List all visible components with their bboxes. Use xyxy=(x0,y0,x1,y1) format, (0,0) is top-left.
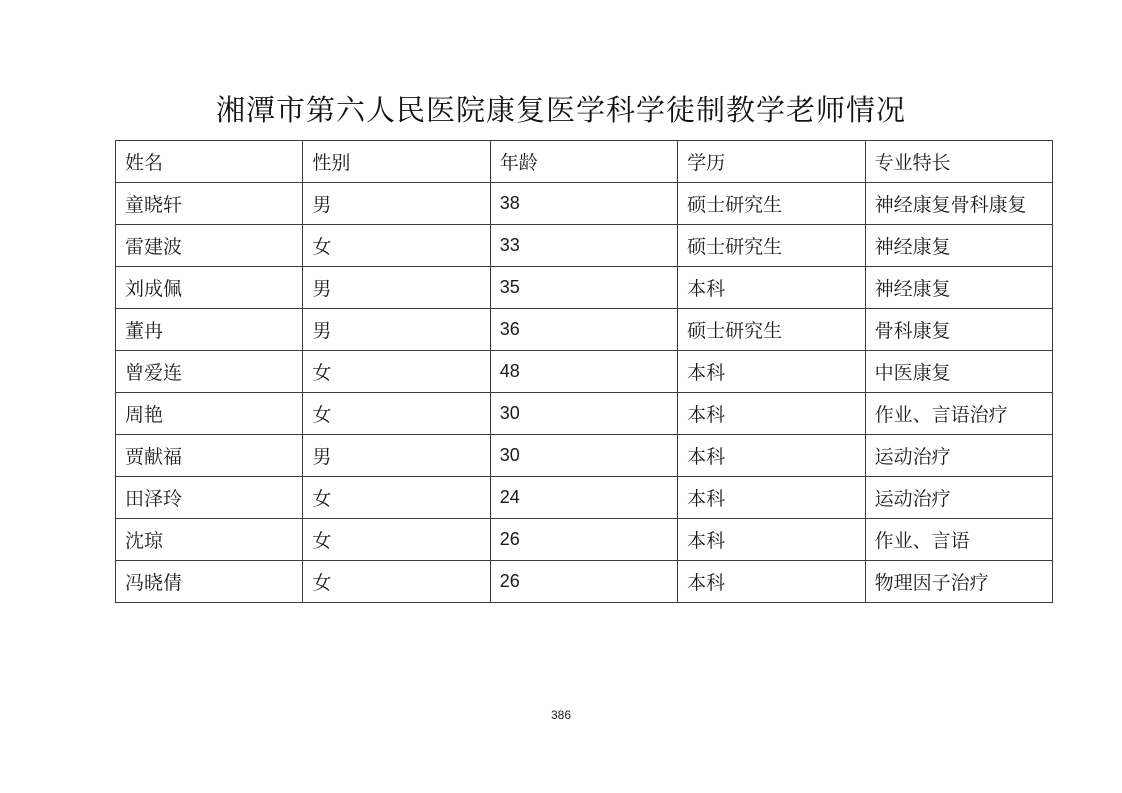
cell-specialty: 神经康复 xyxy=(865,267,1052,309)
cell-name: 贾献福 xyxy=(116,435,303,477)
cell-name: 童晓轩 xyxy=(116,183,303,225)
column-header-specialty: 专业特长 xyxy=(865,141,1052,183)
page-number: 386 xyxy=(550,708,572,722)
cell-education: 本科 xyxy=(678,477,865,519)
cell-age: 24 xyxy=(490,477,677,519)
column-header-gender: 性别 xyxy=(303,141,490,183)
cell-name: 冯晓倩 xyxy=(116,561,303,603)
cell-age: 30 xyxy=(490,393,677,435)
cell-education: 本科 xyxy=(678,519,865,561)
cell-gender: 男 xyxy=(303,435,490,477)
table-row xyxy=(116,519,1053,561)
table-row xyxy=(116,393,1053,435)
table-header xyxy=(116,141,1053,183)
cell-age: 26 xyxy=(490,561,677,603)
cell-gender: 男 xyxy=(303,183,490,225)
table-row xyxy=(116,309,1053,351)
cell-gender: 女 xyxy=(303,225,490,267)
page-title: 湘潭市第六人民医院康复医学科学徒制教学老师情况 xyxy=(215,95,906,127)
cell-age: 35 xyxy=(490,267,677,309)
cell-name: 刘成佩 xyxy=(116,267,303,309)
cell-name: 曾爱连 xyxy=(116,351,303,393)
cell-education: 硕士研究生 xyxy=(678,225,865,267)
cell-specialty: 物理因子治疗 xyxy=(865,561,1052,603)
cell-age: 38 xyxy=(490,183,677,225)
table-row xyxy=(116,225,1053,267)
cell-gender: 男 xyxy=(303,309,490,351)
cell-education: 硕士研究生 xyxy=(678,309,865,351)
table-row xyxy=(116,351,1053,393)
table-row xyxy=(116,561,1053,603)
cell-education: 本科 xyxy=(678,435,865,477)
cell-specialty: 神经康复 xyxy=(865,225,1052,267)
cell-name: 董冉 xyxy=(116,309,303,351)
column-header-age: 年龄 xyxy=(490,141,677,183)
cell-name: 沈琼 xyxy=(116,519,303,561)
table-row xyxy=(116,267,1053,309)
cell-gender: 女 xyxy=(303,477,490,519)
table-body xyxy=(116,183,1053,603)
cell-name: 雷建波 xyxy=(116,225,303,267)
cell-specialty: 骨科康复 xyxy=(865,309,1052,351)
cell-age: 36 xyxy=(490,309,677,351)
column-header-education: 学历 xyxy=(678,141,865,183)
cell-education: 本科 xyxy=(678,393,865,435)
cell-age: 48 xyxy=(490,351,677,393)
cell-specialty: 运动治疗 xyxy=(865,477,1052,519)
cell-education: 本科 xyxy=(678,351,865,393)
cell-gender: 女 xyxy=(303,561,490,603)
column-header-name: 姓名 xyxy=(116,141,303,183)
table-row xyxy=(116,477,1053,519)
table-header-row xyxy=(116,141,1053,183)
cell-specialty: 作业、言语 xyxy=(865,519,1052,561)
cell-age: 26 xyxy=(490,519,677,561)
cell-gender: 女 xyxy=(303,393,490,435)
cell-gender: 男 xyxy=(303,267,490,309)
cell-name: 田泽玲 xyxy=(116,477,303,519)
teachers-table xyxy=(115,140,1053,603)
cell-gender: 女 xyxy=(303,351,490,393)
cell-age: 33 xyxy=(490,225,677,267)
cell-age: 30 xyxy=(490,435,677,477)
cell-gender: 女 xyxy=(303,519,490,561)
cell-education: 本科 xyxy=(678,267,865,309)
table-row xyxy=(116,435,1053,477)
cell-specialty: 中医康复 xyxy=(865,351,1052,393)
table-row xyxy=(116,183,1053,225)
cell-specialty: 神经康复骨科康复 xyxy=(865,183,1052,225)
cell-education: 本科 xyxy=(678,561,865,603)
cell-specialty: 作业、言语治疗 xyxy=(865,393,1052,435)
cell-specialty: 运动治疗 xyxy=(865,435,1052,477)
cell-education: 硕士研究生 xyxy=(678,183,865,225)
cell-name: 周艳 xyxy=(116,393,303,435)
